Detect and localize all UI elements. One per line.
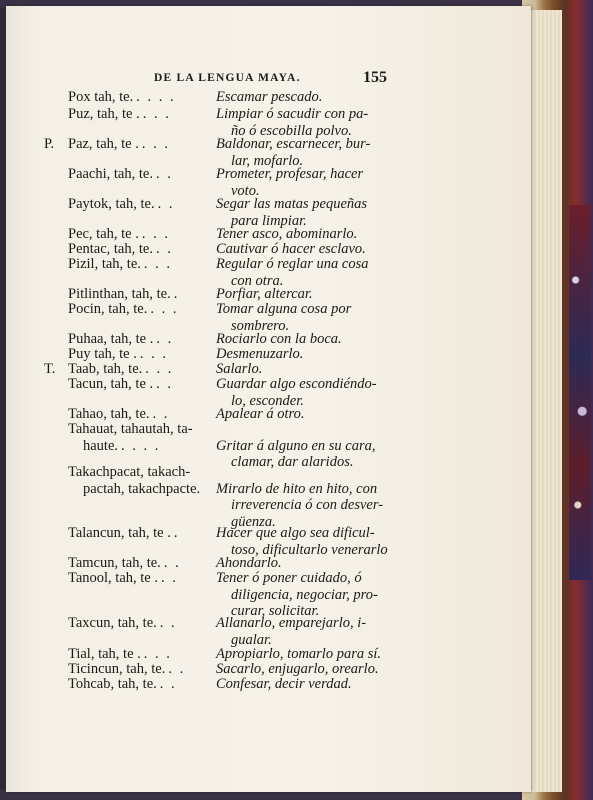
leader-dots: . — [173, 525, 180, 541]
dictionary-entry — [6, 196, 531, 229]
definition-line: Tener ó poner cuidado, ó — [216, 570, 362, 586]
dictionary-entry — [6, 89, 531, 106]
maya-term-line: Tohcab, tah, te. — [68, 676, 157, 692]
maya-term — [68, 376, 153, 393]
leader-dots: . . — [156, 376, 174, 392]
definition-line: Rociarlo con la boca. — [216, 331, 342, 347]
definition-line: Apalear á otro. — [216, 406, 305, 422]
spanish-definition — [216, 301, 351, 334]
spanish-definition — [216, 615, 366, 648]
definition-line: con otra. — [231, 272, 284, 289]
definition-line: sombrero. — [231, 317, 290, 334]
definition-line: Porfiar, altercar. — [216, 286, 313, 302]
definition-line: Baldonar, escarnecer, bur- — [216, 136, 371, 152]
definition-line: Tener asco, abominarlo. — [216, 226, 358, 242]
maya-term — [68, 256, 141, 273]
maya-term-line: pactah, takachpacte. — [83, 480, 201, 497]
maya-term-line: Pentac, tah, te. — [68, 241, 153, 257]
maya-term-line: Pec, tah, te . — [68, 226, 139, 242]
maya-term-line: haute. — [83, 437, 119, 454]
definition-line: Escamar pescado. — [216, 89, 323, 105]
maya-term — [68, 615, 157, 632]
leader-dots: . . . . — [136, 89, 176, 105]
leader-dots: . — [173, 286, 180, 302]
maya-term — [68, 676, 157, 693]
definition-line: ño ó escobilla polvo. — [231, 122, 352, 139]
spanish-definition — [216, 256, 369, 289]
maya-term-line: Puz, tah, te . — [68, 106, 140, 122]
spanish-definition — [216, 106, 368, 139]
running-head — [6, 69, 531, 90]
leader-dots: . . — [157, 196, 175, 212]
spanish-definition — [216, 525, 388, 558]
leader-dots: . . . — [145, 361, 174, 377]
spanish-definition — [216, 676, 352, 693]
spanish-definition — [216, 376, 377, 409]
maya-term-line: Pizil, tah, te. — [68, 256, 141, 272]
definition-line: diligencia, negociar, pro- — [231, 586, 378, 603]
maya-term-line: Taxcun, tah, te. — [68, 615, 157, 631]
definition-line: irreverencia ó con desver- — [231, 497, 384, 513]
dictionary-entry — [6, 525, 531, 558]
leader-dots: . . — [155, 241, 173, 257]
maya-term-line: Tahao, tah, te. — [68, 406, 150, 422]
maya-term-line: Taab, tah, te. — [68, 361, 143, 377]
maya-term-line: Paz, tah, te . — [68, 136, 139, 152]
maya-term — [68, 166, 153, 183]
maya-term-line: Puhaa, tah, te . — [68, 331, 154, 347]
maya-term-line: Tamcun, tah, te. — [68, 555, 161, 571]
maya-term — [68, 196, 155, 213]
definition-line: Prometer, profesar, hacer — [216, 166, 364, 182]
maya-term-line: Pox tah, te. — [68, 89, 134, 105]
maya-term — [68, 301, 147, 318]
maya-term — [68, 136, 139, 153]
book-page — [6, 6, 531, 792]
spanish-definition — [216, 464, 383, 530]
definition-line: curar, solicitar. — [231, 603, 320, 619]
leader-dots: . . — [168, 661, 186, 677]
definition-line: güenza. — [231, 513, 276, 530]
maya-term-line: Puy tah, te . — [68, 346, 137, 362]
page-number: 155 — [363, 69, 387, 86]
leader-dots: . . — [152, 406, 170, 422]
dictionary-entry — [6, 376, 531, 409]
leader-dots: . . . — [139, 346, 168, 362]
maya-term-line: Paachi, tah, te. — [68, 166, 153, 182]
spanish-definition — [216, 166, 363, 199]
maya-term-line: Tahauat, tahautah, ta- — [68, 421, 193, 437]
maya-term-line: Pocin, tah, te. — [68, 301, 148, 317]
maya-term — [68, 464, 200, 497]
leader-dots: . . — [159, 615, 177, 631]
maya-term-line: Tanool, tah, te . — [68, 570, 158, 586]
page-header-title: DE LA LENGUA MAYA. — [154, 72, 301, 84]
leader-dots: . . — [155, 166, 173, 182]
definition-line: lo, esconder. — [231, 392, 304, 409]
definition-line: toso, dificultarlo venerarlo — [231, 541, 388, 558]
definition-line: lar, mofarlo. — [231, 152, 304, 169]
maya-term-line: Tacun, tah, te . — [68, 376, 154, 392]
maya-term-line: Pitlinthan, tah, te. — [68, 286, 171, 302]
leader-dots: . . . . — [121, 437, 161, 454]
definition-line: Segar las matas pequeñas — [216, 196, 368, 212]
definition-line — [216, 421, 376, 438]
spanish-definition — [216, 570, 378, 620]
maya-term-line: Paytok, tah, te. — [68, 196, 155, 212]
dictionary-entry — [6, 106, 531, 139]
leader-dots: . . . — [143, 646, 172, 662]
leader-dots: . . . — [143, 256, 173, 272]
definition-line: voto. — [231, 182, 260, 199]
leader-dots: . . — [159, 676, 177, 692]
definition-line — [216, 464, 383, 481]
dictionary-entry — [6, 136, 531, 169]
definition-line: Tomar alguna cosa por — [216, 301, 352, 317]
definition-line: Gritar á alguno en su cara, — [216, 437, 376, 454]
maya-term — [68, 570, 158, 587]
leader-dots: . . . — [141, 136, 170, 152]
definition-line: Limpiar ó sacudir con pa- — [216, 106, 369, 122]
spanish-definition — [216, 89, 322, 106]
dictionary-entry — [6, 166, 531, 199]
definition-line: Hacer que algo sea dificul- — [216, 525, 375, 541]
definition-line: Ahondarlo. — [216, 555, 282, 571]
definition-line: clamar, dar alaridos. — [231, 454, 354, 470]
definition-line: Confesar, decir verdad. — [216, 676, 352, 692]
maya-term-line: Tial, tah, te . — [68, 646, 141, 662]
marbled-endpaper — [569, 205, 591, 580]
page-edges — [528, 10, 562, 792]
definition-line: Guardar algo escondiéndo- — [216, 376, 377, 392]
leader-dots: . . — [163, 555, 181, 571]
dictionary-entry — [6, 464, 531, 530]
maya-term-line: Takachpacat, takach- — [68, 464, 191, 480]
maya-term — [68, 525, 171, 542]
definition-line: Cautivar ó hacer esclavo. — [216, 241, 366, 257]
spanish-definition — [216, 136, 370, 169]
maya-term — [68, 106, 140, 123]
maya-term-line: Talancun, tah, te . — [68, 525, 171, 541]
definition-line: gualar. — [231, 631, 272, 648]
leader-dots: . . . — [142, 106, 171, 122]
definition-line: Apropiarlo, tomarlo para sí. — [216, 646, 382, 662]
maya-term — [68, 89, 133, 106]
spanish-definition — [216, 196, 367, 229]
leader-dots: . . — [161, 570, 178, 586]
definition-line: Allanarlo, emparejarlo, i- — [216, 615, 367, 631]
leader-dots: . . . — [141, 226, 170, 242]
definition-line: Sacarlo, enjugarlo, orearlo. — [216, 661, 379, 677]
leader-dots: . . . — [150, 301, 179, 317]
definition-line: Regular ó reglar una cosa — [216, 256, 369, 272]
letter-section-marker: P. — [44, 136, 55, 152]
dictionary-entry — [6, 570, 531, 620]
definition-line: Mirarlo de hito en hito, con — [216, 480, 378, 497]
dictionary-entry — [6, 676, 531, 693]
leader-dots: . . — [156, 331, 174, 347]
letter-section-marker: T. — [44, 361, 56, 377]
definition-line: Salarlo. — [216, 361, 263, 377]
dictionary-entry — [6, 301, 531, 334]
dictionary-entry — [6, 256, 531, 289]
maya-term-line: Ticincun, tah, te. — [68, 661, 166, 677]
definition-line: Desmenuzarlo. — [216, 346, 304, 362]
definition-line: para limpiar. — [231, 212, 307, 229]
dictionary-entry — [6, 615, 531, 648]
